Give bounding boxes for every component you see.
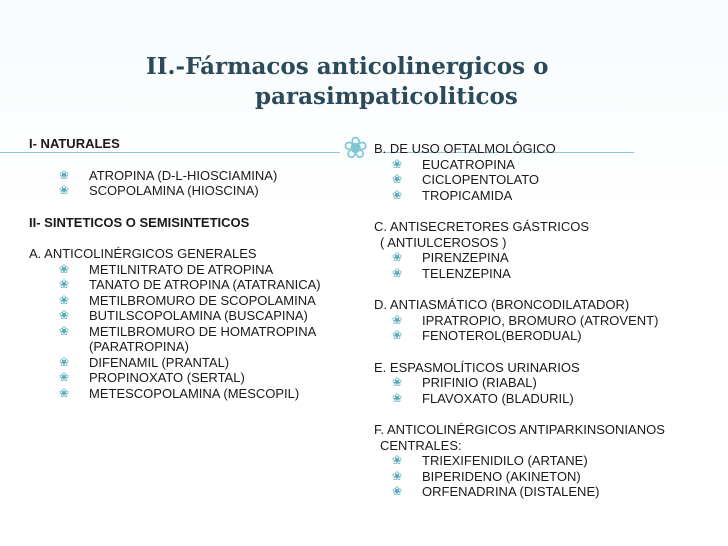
group-c-heading: C. ANTISECRETORES GÁSTRICOS [374,219,590,234]
list-item [374,484,714,500]
scroll-icon: ❀ [343,131,369,166]
group-f-heading-cont: CENTRALES: [380,437,462,453]
list-item-label: METILNITRATO DE ATROPINA [89,261,274,277]
list-item-label: TRIEXIFENIDILO (ARTANE) [422,453,588,468]
list-item-label: PROPINOXATO (SERTAL) [89,370,245,385]
list-item-label: EUCATROPINA [422,156,515,172]
naturales-heading: I- NATURALES [29,136,120,151]
scroll-icon: ❀ [59,354,70,369]
scroll-icon: ❀ [392,250,403,264]
list-item-label: PRIFINIO (RIABAL) [422,375,537,390]
title-line-1: II.-Fármacos anticolinergicos o [146,53,549,80]
list-item [29,386,349,402]
list-item-label: TROPICAMIDA [422,187,513,203]
list-item [374,469,714,485]
scroll-icon: ❀ [392,156,403,171]
list-item-label: METILBROMURO DE HOMATROPINA [89,323,317,339]
scroll-icon: ❀ [59,385,70,400]
scroll-icon: ❀ [59,277,70,291]
list-item-label: TANATO DE ATROPINA (ATATRANICA) [89,277,321,292]
list-item-label: FENOTEROL(BERODUAL) [422,328,582,343]
right-column [374,141,714,500]
group-d-heading: D. ANTIASMÁTICO (BRONCODILATADOR) [374,297,630,312]
group-b-heading: B. DE USO OFTALMOLÓGICO [374,141,556,156]
list-item [29,324,349,340]
list-item [29,293,349,309]
scroll-icon: ❀ [59,370,70,384]
scroll-icon: ❀ [392,375,403,389]
list-item [374,391,714,407]
scroll-icon: ❀ [59,261,70,276]
list-item [374,313,714,329]
list-item [29,183,349,199]
title-line-2: parasimpaticoliticos [255,83,518,110]
scroll-icon: ❀ [392,484,403,498]
list-item [29,277,349,293]
list-item [374,188,714,204]
scroll-icon: ❀ [392,468,403,483]
list-item-label: CICLOPENTOLATO [422,172,540,187]
group-e-heading: E. ESPASMOLÍTICOS URINARIOS [374,359,580,375]
list-item-label: METESCOPOLAMINA (MESCOPIL) [89,385,300,401]
list-item [374,266,714,282]
scroll-icon: ❀ [392,312,403,327]
list-item [374,172,714,188]
scroll-icon: ❀ [392,265,403,280]
list-item [29,262,349,278]
left-column [29,136,349,401]
list-item-label: PIRENZEPINA [422,250,509,265]
list-item-label: SCOPOLAMINA (HIOSCINA) [89,183,259,198]
list-item [374,157,714,173]
group-f-heading: F. ANTICOLINÉRGICOS ANTIPARKINSONIANOS [374,422,665,437]
scroll-icon: ❀ [59,323,70,338]
list-item-label: TELENZEPINA [422,265,511,281]
scroll-icon: ❀ [59,292,70,307]
list-item [374,453,714,469]
list-item-label: BIPERIDENO (AKINETON) [422,468,581,484]
list-item-label: (PARATROPINA) [89,339,189,354]
list-item [29,370,349,386]
list-item [374,250,714,266]
scroll-icon: ❀ [392,453,403,467]
scroll-icon: ❀ [392,172,403,186]
group-a-heading: A. ANTICOLINÉRGICOS GENERALES [29,246,257,261]
list-item-label: FLAVOXATO (BLADURIL) [422,390,574,406]
list-item-continuation [29,339,349,355]
list-item-label: ORFENADRINA (DISTALENE) [422,484,600,499]
list-item [374,375,714,391]
list-item-label: BUTILSCOPOLAMINA (BUSCAPINA) [89,308,308,323]
scroll-icon: ❀ [59,183,70,197]
list-item [374,328,714,344]
list-item-label: DIFENAMIL (PRANTAL) [89,354,230,370]
scroll-icon: ❀ [59,308,70,322]
list-item-label: ATROPINA (D-L-HIOSCIAMINA) [89,167,278,183]
scroll-icon: ❀ [59,167,70,182]
list-item [29,168,349,184]
list-item-label: METILBROMURO DE SCOPOLAMINA [89,292,316,308]
list-item [29,308,349,324]
scroll-icon: ❀ [392,187,403,202]
scroll-icon: ❀ [392,328,403,342]
group-c-heading-cont: ( ANTIULCEROSOS ) [380,234,507,250]
list-item [29,355,349,371]
scroll-icon: ❀ [392,390,403,405]
sinteticos-heading: II- SINTETICOS O SEMISINTETICOS [29,214,250,230]
list-item-label: IPRATROPIO, BROMURO (ATROVENT) [422,312,659,328]
